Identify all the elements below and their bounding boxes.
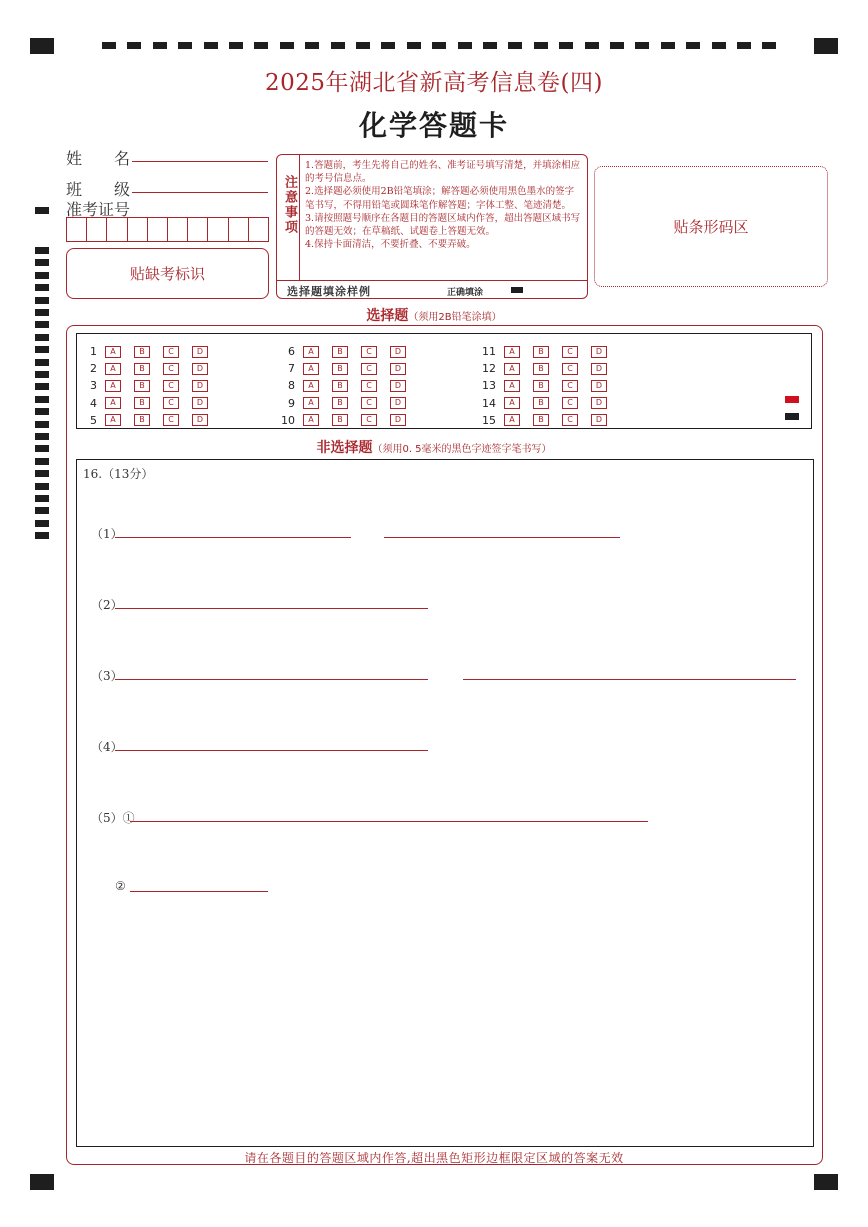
class-label: 班 级 [66,180,131,199]
choice-question-row [474,358,620,376]
choice-question-row [474,393,620,410]
timing-dash [331,42,345,49]
timing-dash [635,42,649,49]
timing-dash [712,42,726,49]
option-bubble-c[interactable]: C [163,363,179,375]
option-bubble-c[interactable]: C [562,346,578,358]
part-4-label: （4） [91,740,123,754]
timing-dash [381,42,395,49]
question-number: 9 [288,396,295,410]
timing-dash [305,42,319,49]
option-bubble-d[interactable]: D [591,414,607,426]
option-bubble-d[interactable]: D [192,380,208,392]
timing-dash [686,42,700,49]
timing-dash [153,42,167,49]
timing-mark [35,470,49,477]
option-bubble-d[interactable]: D [192,397,208,409]
choice-box [76,333,812,429]
option-bubble-b[interactable]: B [332,397,348,409]
question-number: 11 [482,345,496,358]
timing-mark [35,272,49,279]
option-bubble-d[interactable]: D [390,380,406,392]
choice-question-row [75,393,221,410]
timing-dash [432,42,446,49]
choice-question-row [75,341,221,358]
timing-dash [254,42,268,49]
question-number: 13 [482,379,496,393]
timing-mark [35,396,49,403]
option-bubble-a[interactable]: A [504,346,520,358]
corner-mark-top-left [30,38,54,54]
choice-question-row [474,375,620,393]
question-number: 4 [90,396,97,410]
choice-note: （须用2B铅笔涂填） [408,312,502,323]
part-5-1-answer-line[interactable] [130,821,648,822]
question-number: 6 [288,345,295,358]
timing-mark [35,359,49,366]
exam-title: 2025年湖北省新高考信息卷(四) [265,70,603,96]
option-bubble-c[interactable]: C [562,380,578,392]
question-number: 1 [90,345,97,358]
option-bubble-b[interactable]: B [533,414,549,426]
timing-mark [35,297,49,304]
notice-heading [280,175,298,241]
timing-mark [35,346,49,353]
correct-fill-sample [511,287,523,293]
nonchoice-note: （须用0. 5毫米的黑色字迹签字笔书写） [372,444,552,455]
part-1-label: （1） [91,527,123,541]
exam-no-digit-box[interactable] [107,218,127,241]
name-label: 姓 名 [66,149,131,168]
part-4-answer-line[interactable] [115,750,428,751]
timing-mark [35,495,49,502]
question-number: 7 [288,362,295,376]
option-bubble-b[interactable]: B [533,346,549,358]
notice-item: 3.请按照题号顺序在各题目的答题区域内作答，超出答题区域书写的答题无效；在草稿纸、试题卷上答题无效。 [305,212,581,238]
option-bubble-d[interactable]: D [390,363,406,375]
timing-dash [610,42,624,49]
timing-dash [280,42,294,49]
option-bubble-b[interactable]: B [134,414,150,426]
part-5-1-label: （5）① [91,811,135,825]
option-bubble-a[interactable]: A [504,414,520,426]
option-bubble-b[interactable]: B [533,380,549,392]
choice-question-row [474,410,620,427]
choice-question-row [75,375,221,393]
question-number: 10 [281,413,295,427]
part-5-2-label: ② [115,879,126,893]
option-bubble-a[interactable]: A [504,363,520,375]
option-bubble-c[interactable]: C [163,414,179,426]
notice-item: 1.答题前，考生先将自己的姓名、准考证号填写清楚，并填涂相应的考号信息点。 [305,160,581,185]
option-bubble-a[interactable]: A [105,397,121,409]
exam-no-digit-box[interactable] [229,218,249,241]
choice-question-row [273,393,419,410]
notice-box [276,154,588,299]
barcode-area [594,166,828,287]
question-number: 2 [90,362,97,376]
timing-mark [35,520,49,527]
barcode-label: 贴条形码区 [673,218,749,236]
timing-dash [762,42,776,49]
timing-dash [178,42,192,49]
absent-mark-label: 贴缺考标识 [129,265,205,283]
timing-mark [35,507,49,514]
black-mark [785,413,799,420]
option-bubble-b[interactable]: B [134,363,150,375]
option-bubble-d[interactable]: D [192,363,208,375]
part-2-answer-line[interactable] [115,608,428,609]
choice-question-row [75,410,221,427]
timing-mark [35,383,49,390]
option-bubble-a[interactable]: A [303,380,319,392]
option-bubble-c[interactable]: C [361,397,377,409]
timing-dash [204,42,218,49]
sample-label: 选择题填涂样例 [287,285,371,298]
part-1-answer-line-b[interactable] [384,537,620,538]
corner-mark-bottom-left [30,1174,54,1190]
option-bubble-c[interactable]: C [163,397,179,409]
corner-mark-bottom-right [814,1174,838,1190]
option-bubble-b[interactable]: B [134,397,150,409]
timing-mark [35,284,49,291]
option-bubble-b[interactable]: B [332,363,348,375]
notice-heading-text: 注意事项 [282,175,297,235]
option-bubble-b[interactable]: B [332,380,348,392]
question-number: 5 [90,413,97,427]
footer-note: 请在各题目的答题区域内作答,超出黑色矩形边框限定区域的答案无效 [244,1151,624,1165]
option-bubble-c[interactable]: C [361,414,377,426]
option-bubble-b[interactable]: B [134,380,150,392]
nonchoice-section-title [0,437,868,457]
part-3-answer-line-a[interactable] [115,679,428,680]
notice-sample-divider [277,280,587,281]
notice-divider [299,155,300,280]
option-bubble-d[interactable]: D [390,397,406,409]
option-bubble-a[interactable]: A [105,380,121,392]
timing-dash [229,42,243,49]
exam-no-digit-box[interactable] [128,218,148,241]
option-bubble-b[interactable]: B [134,346,150,358]
option-bubble-b[interactable]: B [332,346,348,358]
part-1-answer-line-a[interactable] [115,537,351,538]
exam-no-digit-box[interactable] [87,218,107,241]
class-field[interactable] [132,192,268,193]
timing-mark [35,259,49,266]
exam-no-digit-box[interactable] [168,218,188,241]
choice-question-row [474,341,620,358]
question-number: 8 [288,379,295,393]
option-bubble-d[interactable]: D [591,346,607,358]
option-bubble-c[interactable]: C [361,346,377,358]
option-bubble-d[interactable]: D [390,346,406,358]
question-number: 3 [90,379,97,393]
timing-mark [35,207,49,214]
option-bubble-b[interactable]: B [533,397,549,409]
exam-no-label: 准考证号 [66,200,131,219]
choice-question-row [273,375,419,393]
notice-items [305,159,583,251]
timing-mark [35,371,49,378]
timing-dash [102,42,116,49]
question-number: 12 [482,362,496,376]
timing-mark [35,532,49,539]
option-bubble-b[interactable]: B [533,363,549,375]
timing-mark [35,408,49,415]
option-bubble-c[interactable]: C [163,380,179,392]
sheet-title: 化学答题卡 [358,109,509,142]
option-bubble-a[interactable]: A [303,346,319,358]
option-bubble-a[interactable]: A [303,363,319,375]
red-mark [785,396,799,403]
exam-no-digit-box[interactable] [208,218,228,241]
notice-item: 2.选择题必须使用2B铅笔填涂；解答题必须使用黑色墨水的签字笔书写，不得用铅笔或圆珠笔作解答题；字体工整、笔迹清楚。 [305,186,575,211]
option-bubble-d[interactable]: D [390,414,406,426]
nonchoice-title: 非选择题 [316,440,373,456]
nonchoice-box[interactable] [76,459,814,1147]
exam-no-digit-box[interactable] [67,218,87,241]
timing-mark [35,421,49,428]
name-field[interactable] [132,161,268,162]
option-bubble-a[interactable]: A [303,397,319,409]
timing-dash [737,42,751,49]
choice-question-row [273,410,419,427]
exam-no-digit-box[interactable] [249,218,268,241]
notice-item: 4.保持卡面清洁，不要折叠、不要弄破。 [305,239,476,251]
timing-dash [508,42,522,49]
option-bubble-a[interactable]: A [105,363,121,375]
option-bubble-a[interactable]: A [303,414,319,426]
timing-dash [127,42,141,49]
timing-dash [483,42,497,49]
exam-no-digit-box[interactable] [188,218,208,241]
timing-dash [661,42,675,49]
option-bubble-c[interactable]: C [562,414,578,426]
option-bubble-a[interactable]: A [504,397,520,409]
exam-no-boxes[interactable] [66,217,269,242]
part-3-label: （3） [91,669,123,683]
option-bubble-a[interactable]: A [105,346,121,358]
choice-question-row [273,341,419,358]
option-bubble-c[interactable]: C [361,363,377,375]
exam-no-digit-box[interactable] [148,218,168,241]
choice-section-title [0,305,868,325]
option-bubble-d[interactable]: D [591,363,607,375]
choice-title: 选择题 [366,308,409,324]
correct-fill-label: 正确填涂 [447,288,484,298]
option-bubble-c[interactable]: C [163,346,179,358]
corner-mark-top-right [814,38,838,54]
timing-dash [534,42,548,49]
option-bubble-d[interactable]: D [192,414,208,426]
option-bubble-b[interactable]: B [332,414,348,426]
timing-mark [35,458,49,465]
question-number: 14 [482,396,496,410]
part-3-answer-line-b[interactable] [463,679,796,680]
timing-dash [356,42,370,49]
timing-dash [458,42,472,49]
absent-mark-area [66,248,269,299]
option-bubble-d[interactable]: D [591,380,607,392]
part-2-label: （2） [91,598,123,612]
choice-question-row [273,358,419,376]
option-bubble-d[interactable]: D [192,346,208,358]
part-5-2-answer-line[interactable] [130,891,268,892]
question-16-label: 16.（13分） [83,467,154,481]
question-number: 15 [482,413,496,427]
timing-dash [585,42,599,49]
option-bubble-c[interactable]: C [562,363,578,375]
timing-dash [407,42,421,49]
timing-mark [35,247,49,254]
option-bubble-d[interactable]: D [591,397,607,409]
option-bubble-a[interactable]: A [504,380,520,392]
option-bubble-c[interactable]: C [361,380,377,392]
timing-mark [35,483,49,490]
timing-mark [35,334,49,341]
choice-question-row [75,358,221,376]
option-bubble-a[interactable]: A [105,414,121,426]
option-bubble-c[interactable]: C [562,397,578,409]
timing-dash [559,42,573,49]
